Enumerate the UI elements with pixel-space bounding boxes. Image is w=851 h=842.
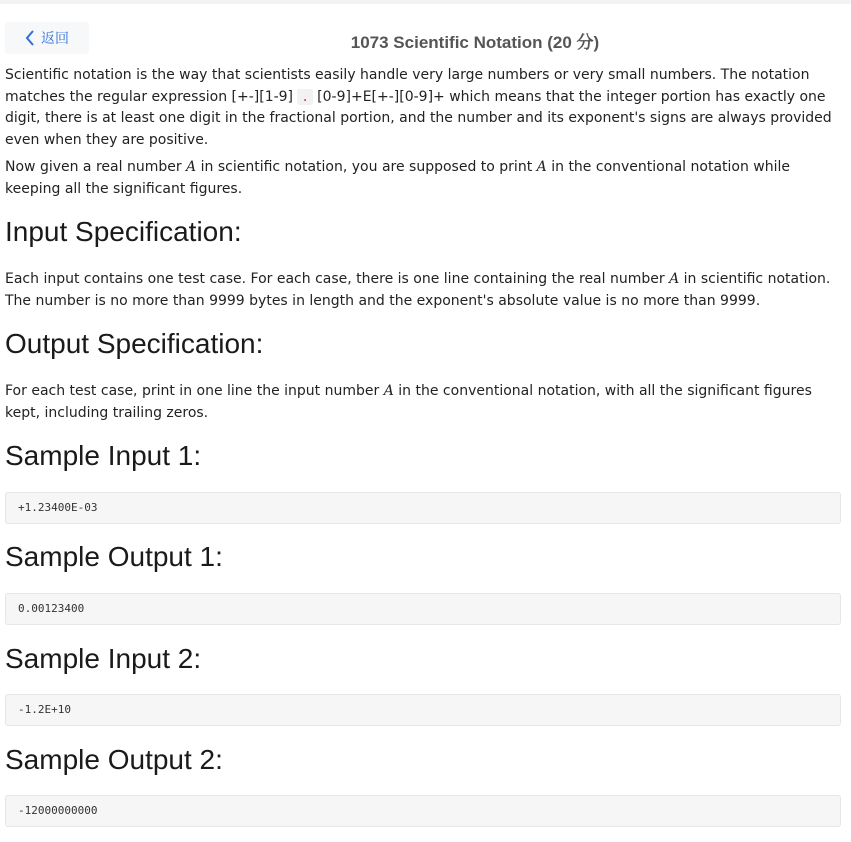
math-variable: A [536, 159, 547, 175]
input-spec-text [5, 268, 843, 312]
sample-output-1-heading: Sample Output 1: [5, 541, 223, 572]
sample-input-2-heading: Sample Input 2: [5, 643, 202, 674]
spec-text: in scientific notation. The number is no more than 9999 bytes in length and the exponent's absolute value is no more than 9999. [5, 271, 831, 309]
sample-output-1-code[interactable] [5, 593, 841, 625]
description-text: Scientific notation is the way that scientists easily handle very large numbers or very small numbers. The notation matches the regular expression [+-][1-9] [5, 67, 810, 105]
spec-text: in the conventional notation, with all the significant figures kept, including trailing zeros. [5, 383, 812, 421]
output-spec-heading: Output Specification: [5, 328, 264, 359]
sample-output-2-heading: Sample Output 2: [5, 744, 223, 775]
description-paragraph-1 [5, 65, 843, 151]
description-text: in the conventional notation while keeping all the significant figures. [5, 159, 791, 197]
sample-input-2-code[interactable] [5, 694, 841, 726]
page-header [5, 22, 851, 56]
chevron-left-icon [25, 30, 35, 46]
problem-description [5, 65, 843, 206]
description-text: Now given a real number [5, 159, 182, 175]
spec-text: For each test case, print in one line the input number [5, 383, 380, 399]
code-text: -12000000000 [18, 804, 98, 817]
code-text: 0.00123400 [18, 602, 85, 615]
code-text: +1.23400E-03 [18, 501, 98, 514]
sample-input-1-heading: Sample Input 1: [5, 440, 202, 471]
math-variable: A [186, 159, 197, 175]
input-spec-heading: Input Specification: [5, 216, 242, 247]
sample-output-2-code[interactable] [5, 795, 841, 827]
output-spec-text [5, 380, 843, 424]
page-title: 1073 Scientific Notation (20 分) [350, 33, 600, 52]
top-divider [0, 0, 851, 4]
spec-text: Each input contains one test case. For each case, there is one line containing the real number [5, 271, 665, 287]
back-button[interactable] [5, 22, 89, 54]
description-paragraph-2 [5, 157, 843, 200]
description-text: [0-9]+E[+-][0-9]+ which means that the integer portion has exactly one digit, there is at least one digit in the fractional portion, and the number and its exponent's signs are always provided even when they are positive. [5, 88, 832, 148]
inline-code: . [297, 89, 312, 105]
description-text: in scientific notation, you are supposed to print [200, 159, 533, 175]
sample-input-1-code[interactable] [5, 492, 841, 524]
back-button-label: 返回 [41, 31, 69, 47]
math-variable: A [383, 383, 394, 399]
math-variable: A [669, 271, 680, 287]
code-text: -1.2E+10 [18, 703, 71, 716]
